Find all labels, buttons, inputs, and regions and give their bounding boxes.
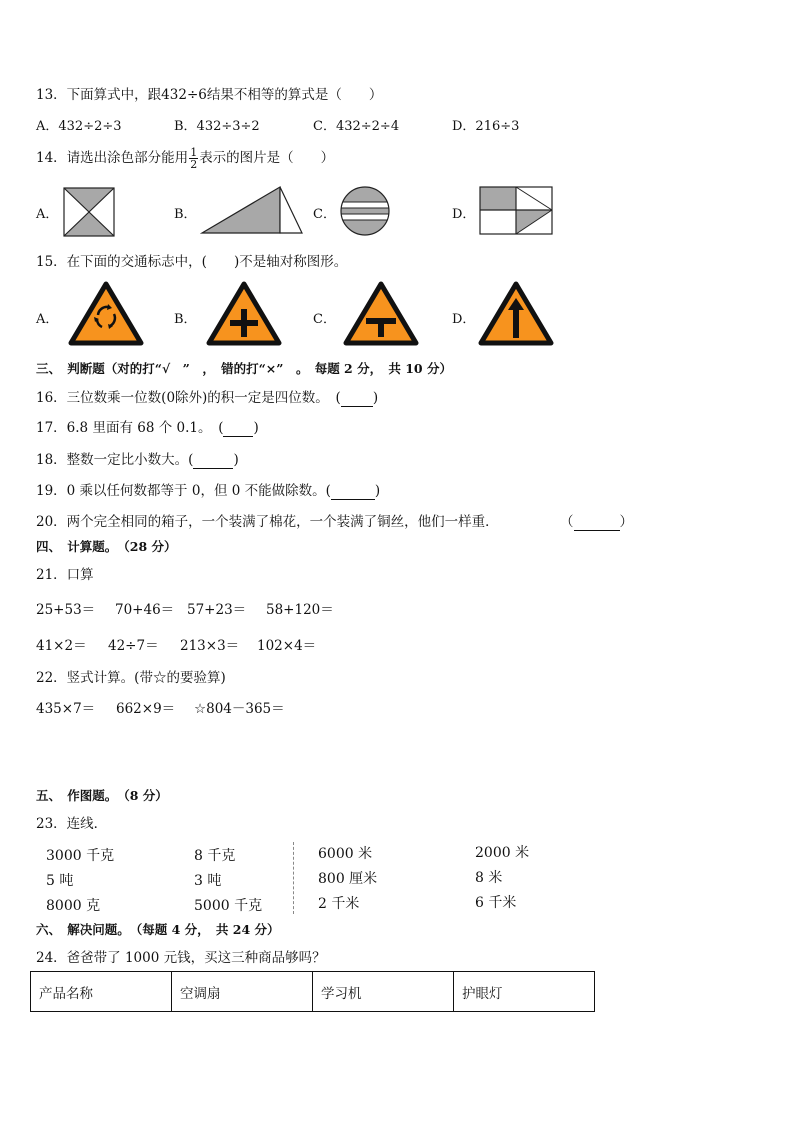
- answer-blank[interactable]: [193, 452, 233, 469]
- q14-stem-before: 14．请选出涂色部分能用: [36, 150, 189, 166]
- crossroad-sign-icon[interactable]: [206, 280, 282, 346]
- mental-calc-item: 25+53＝: [36, 602, 96, 618]
- vertical-calc-item: 662×9＝: [116, 701, 176, 717]
- judgment-17-text: 17．6.8 里面有 68 个 0.1。 (: [36, 420, 224, 436]
- match-item[interactable]: 2000 米: [475, 845, 530, 861]
- q14-label-d[interactable]: D．: [452, 207, 476, 222]
- vertical-calc-item: 435×7＝: [36, 701, 96, 717]
- judgment-19-close: ): [374, 483, 381, 499]
- mental-calc-item: 213×3＝: [180, 638, 240, 654]
- q15-label-d[interactable]: D．: [452, 312, 476, 327]
- q24-stem: 24．爸爸带了 1000 元钱，买这三种商品够吗？: [36, 950, 326, 966]
- match-item[interactable]: 8 千克: [194, 848, 236, 864]
- fraction-denominator: 2: [190, 158, 198, 171]
- q14-stem: [36, 146, 334, 170]
- table-row: [31, 972, 595, 1012]
- q21-title: 21．口算: [36, 567, 94, 583]
- section3-heading: 三、 判断题（对的打“√ ” ， 错的打“×” 。 每题 2 分， 共 10 分）: [36, 361, 452, 376]
- q13-stem: 13．下面算式中，跟432÷6结果不相等的算式是（ ）: [36, 87, 383, 103]
- q14-label-a[interactable]: A．: [36, 207, 59, 222]
- answer-blank[interactable]: [331, 483, 375, 500]
- judgment-20-answer: [560, 510, 633, 531]
- q13-option-a[interactable]: A．432÷2÷3: [36, 119, 122, 134]
- one-half-fraction: [189, 147, 198, 170]
- match-item[interactable]: 3000 千克: [46, 848, 115, 864]
- match-item[interactable]: 2 千米: [318, 896, 360, 912]
- q14-label-c[interactable]: C．: [313, 207, 336, 222]
- match-item[interactable]: 6 千米: [475, 895, 517, 911]
- section4-heading: 四、 计算题。 （28 分）: [36, 539, 177, 554]
- judgment-16-close: ): [372, 390, 379, 406]
- section5-heading: 五、 作图题。 （8 分）: [36, 788, 168, 803]
- table-header-cell: 学习机: [313, 972, 454, 1012]
- match-item[interactable]: 3 吨: [194, 873, 222, 889]
- judgment-16-text: 16．三位数乘一位数(0除外)的积一定是四位数。 (: [36, 390, 341, 406]
- triangle-split-figure[interactable]: [200, 185, 304, 235]
- mental-calc-item: 102×4＝: [257, 638, 317, 654]
- q13-option-c[interactable]: C．432÷2÷4: [313, 119, 400, 134]
- column-divider: [293, 842, 294, 914]
- judgment-17-close: ): [253, 420, 259, 436]
- match-item[interactable]: 5 吨: [46, 873, 74, 889]
- judgment-19: [36, 479, 380, 500]
- circle-stripes-figure[interactable]: [339, 185, 391, 237]
- judgment-20: [36, 510, 499, 530]
- square-diagonals-figure[interactable]: [63, 187, 115, 237]
- judgment-18: [36, 448, 239, 469]
- product-table: [30, 971, 595, 1012]
- answer-blank[interactable]: [574, 514, 620, 531]
- judgment-17: [36, 416, 259, 437]
- q14-label-b[interactable]: B．: [174, 207, 197, 222]
- table-header-cell: 产品名称: [31, 972, 172, 1012]
- match-item[interactable]: 6000 米: [318, 846, 373, 862]
- fraction-numerator: 1: [190, 146, 198, 159]
- q15-label-c[interactable]: C．: [313, 312, 336, 327]
- straight-arrow-sign-icon[interactable]: [478, 280, 554, 346]
- section6-heading: 六、 解决问题。 （每题 4 分， 共 24 分）: [36, 922, 280, 937]
- judgment-18-close: ): [233, 452, 239, 468]
- table-header-cell: 空调扇: [172, 972, 313, 1012]
- match-item[interactable]: 8000 克: [46, 898, 101, 914]
- q15-label-a[interactable]: A．: [36, 312, 59, 327]
- judgment-19-text: 19．0 乘以任何数都等于 0，但 0 不能做除数。(: [36, 483, 331, 499]
- t-junction-sign-icon[interactable]: [343, 280, 419, 346]
- match-item[interactable]: 800 厘米: [318, 871, 378, 887]
- q13-option-d[interactable]: D．216÷3: [452, 119, 520, 134]
- judgment-20-open: （: [560, 514, 574, 530]
- answer-blank[interactable]: [223, 420, 253, 437]
- q13-option-b[interactable]: B．432÷3÷2: [174, 119, 260, 134]
- vertical-calc-item: ☆804－365＝: [194, 701, 285, 717]
- mental-calc-item: 42÷7＝: [108, 638, 159, 654]
- mental-calc-item: 57+23＝: [187, 602, 247, 618]
- judgment-20-close: ）: [619, 514, 633, 530]
- match-item[interactable]: 5000 千克: [194, 898, 263, 914]
- q22-title: 22．竖式计算。(带☆的要验算): [36, 670, 226, 686]
- mental-calc-item: 70+46＝: [115, 602, 175, 618]
- q14-stem-after: 表示的图片是（ ）: [199, 150, 335, 166]
- judgment-20-text: 20．两个完全相同的箱子，一个装满了棉花，一个装满了铜丝，他们一样重．: [36, 514, 499, 530]
- q23-title: 23．连线．: [36, 816, 108, 832]
- q15-stem: 15．在下面的交通标志中，( )不是轴对称图形。: [36, 254, 348, 270]
- judgment-16: [36, 386, 378, 407]
- q15-label-b[interactable]: B．: [174, 312, 197, 327]
- answer-blank[interactable]: [341, 390, 373, 407]
- judgment-18-text: 18．整数一定比小数大。(: [36, 452, 194, 468]
- table-header-cell: 护眼灯: [454, 972, 595, 1012]
- mental-calc-item: 41×2＝: [36, 638, 87, 654]
- mental-calc-item: 58+120＝: [266, 602, 334, 618]
- roundabout-sign-icon[interactable]: [68, 280, 144, 346]
- rectangle-grid-figure[interactable]: [479, 186, 553, 236]
- match-item[interactable]: 8 米: [475, 870, 503, 886]
